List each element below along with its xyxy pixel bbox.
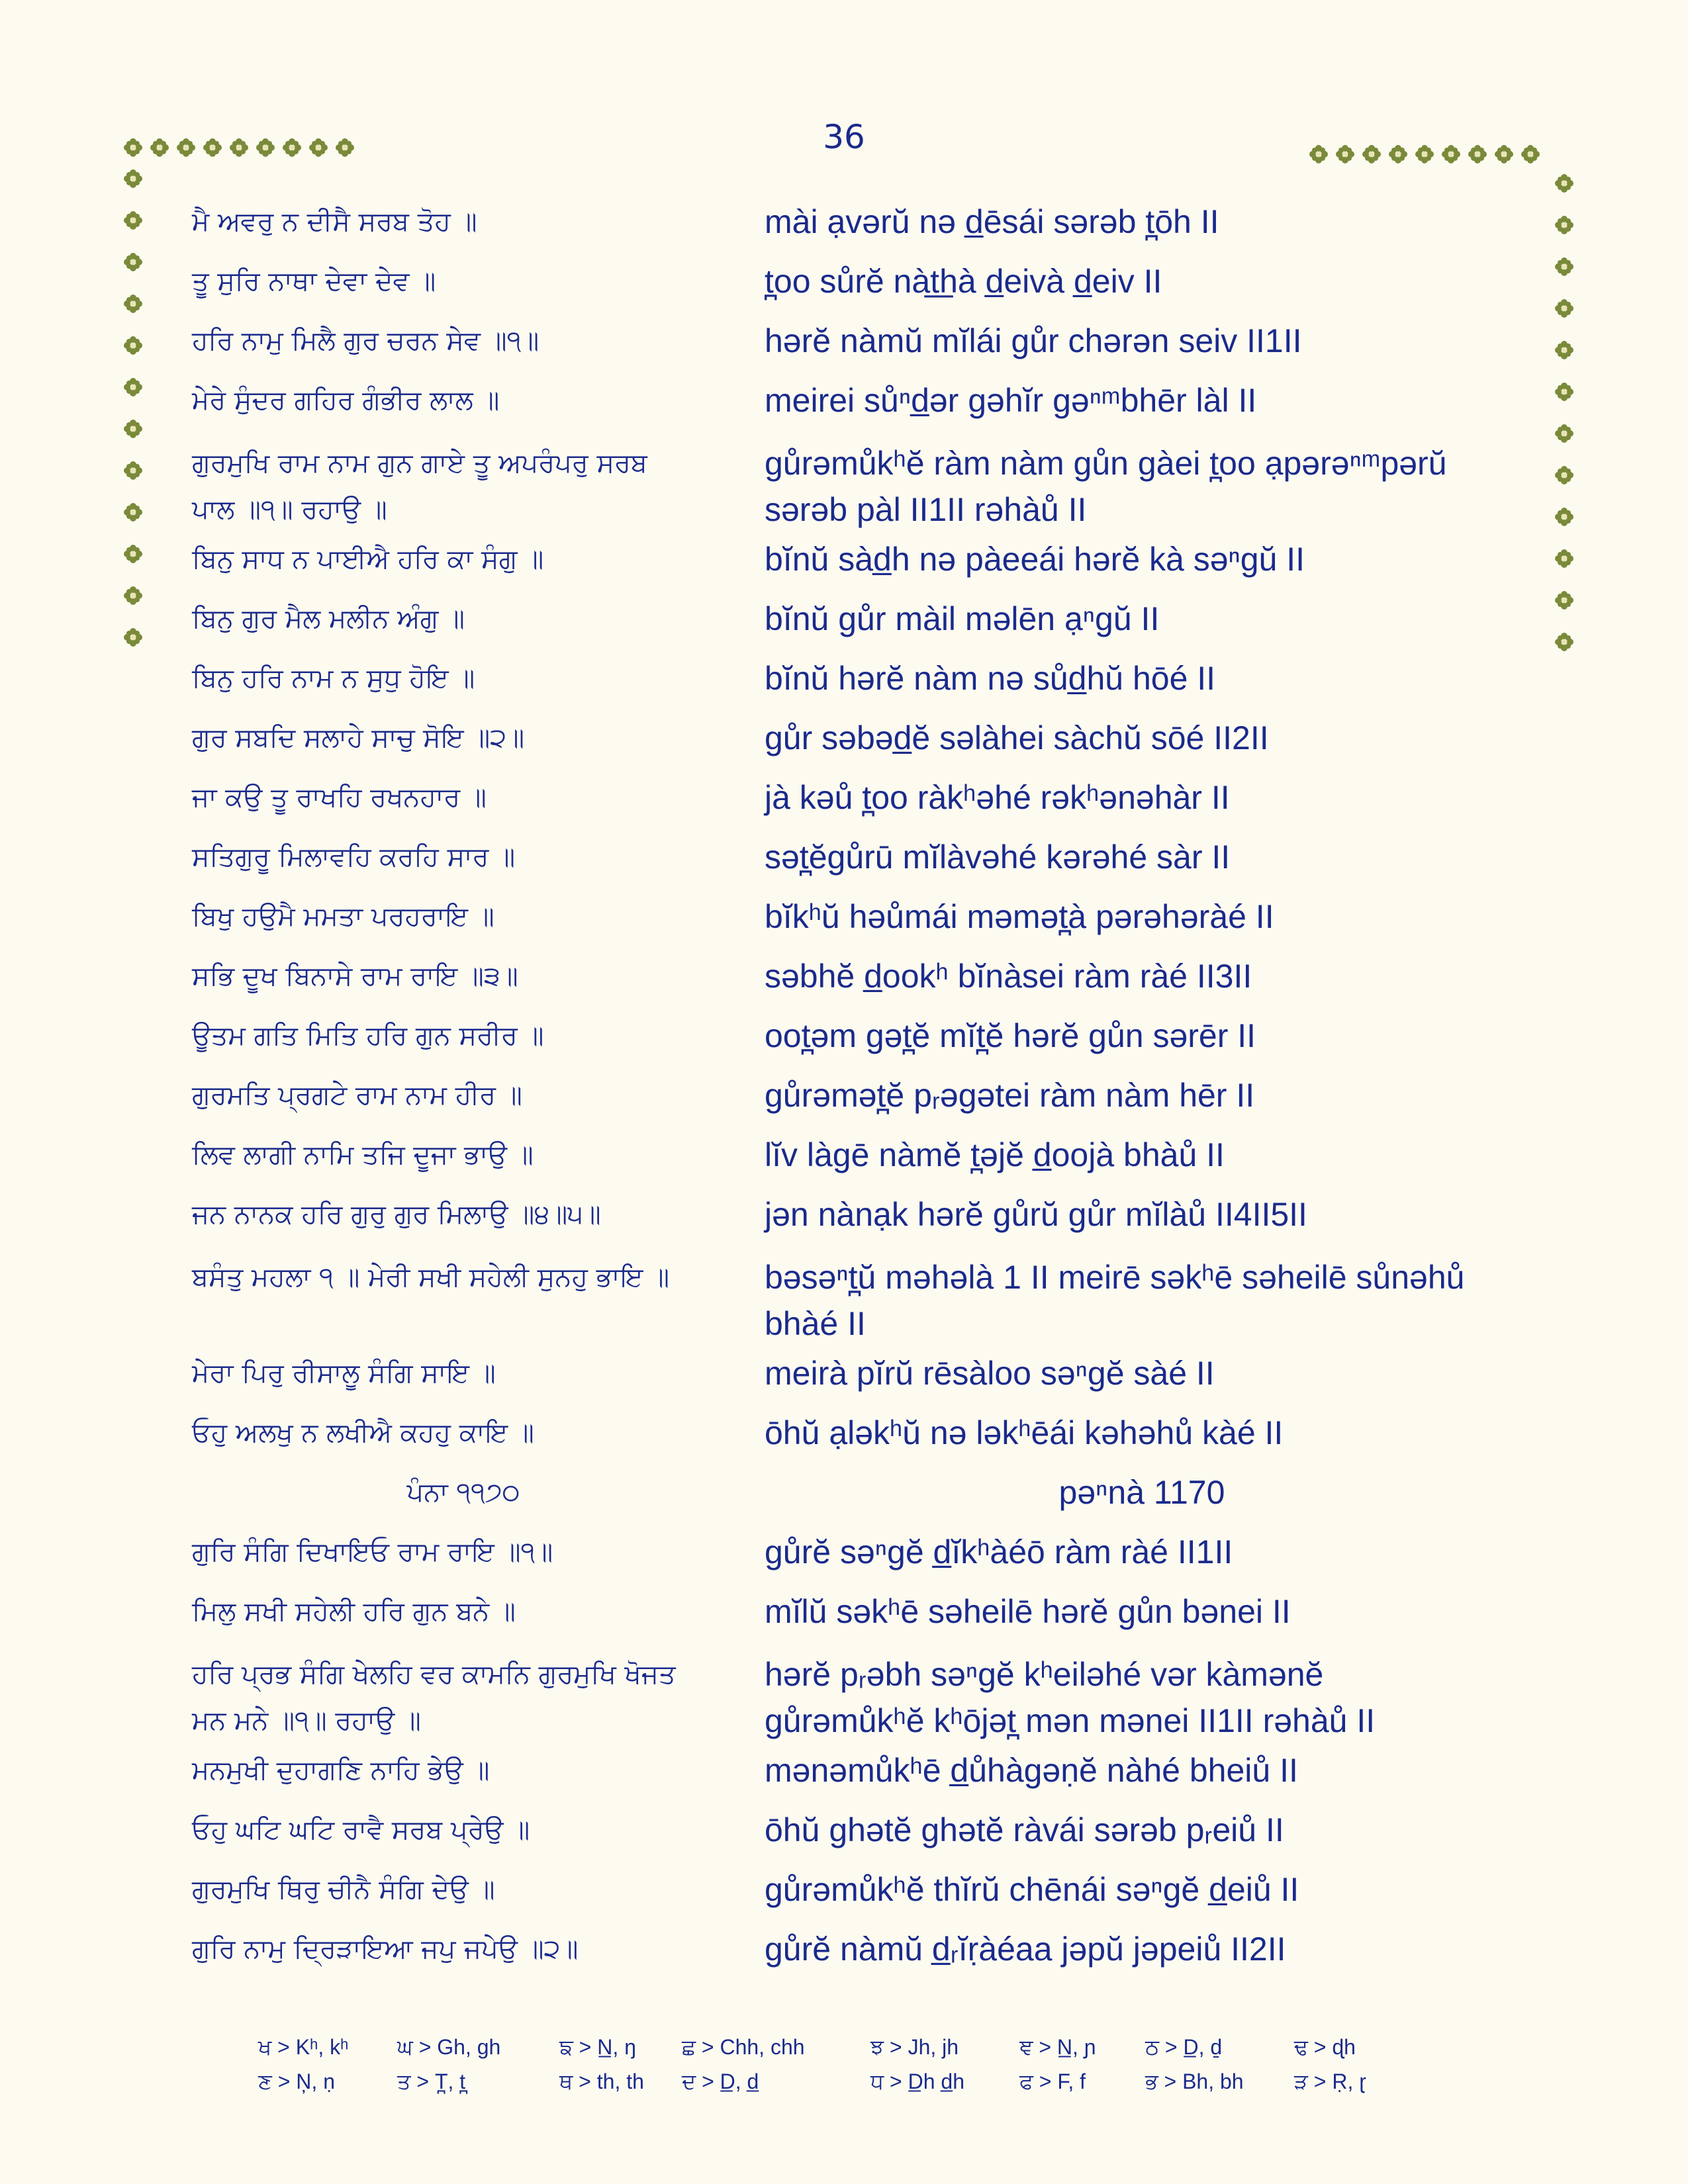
- flower-icon: [1335, 144, 1355, 164]
- gurmukhi-line: ਸਤਿਗੁਰੂ ਮਿਲਾਵਹਿ ਕਰਹਿ ਸਾਰ ॥: [192, 842, 516, 872]
- legend-entry: ਙ > N̲, ŋ: [559, 2035, 636, 2059]
- legend-entry: ਫ > F, f: [1019, 2070, 1086, 2093]
- flower-icon: [123, 627, 143, 647]
- transliteration-line: gůr səbəd̲ĕ səlàhei sàchŭ sōé II2II: [765, 719, 1269, 756]
- gurmukhi-line: ਮੇਰਾ ਪਿਰੁ ਰੀਸਾਲੂ ਸੰਗਿ ਸਾਇ ॥: [192, 1358, 496, 1388]
- legend-entry: ਠ > D̲, ḏ: [1145, 2035, 1223, 2059]
- flower-icon: [1494, 144, 1514, 164]
- legend-entry: ਞ > N̲, ɲ: [1019, 2035, 1096, 2059]
- gurmukhi-line: ਊਤਮ ਗਤਿ ਮਿਤਿ ਹਰਿ ਗੁਨ ਸਰੀਰ ॥: [192, 1021, 544, 1051]
- gurmukhi-line: ਗੁਰਿ ਨਾਮੁ ਦ੍ਰਿੜਾਇਆ ਜਪੁ ਜਪੇਉ ॥੨॥: [192, 1934, 579, 1964]
- gurmukhi-line: ਪੰਨਾ ੧੧੭੦: [406, 1477, 520, 1508]
- transliteration-line: oot̪əm gət̪ĕ mĭt̪ĕ hərĕ gůn sərēr II: [765, 1017, 1256, 1054]
- transliteration-line: gůrĕ səⁿgĕ d̲ĭkʰàéō ràm ràé II1II: [765, 1533, 1233, 1570]
- flower-icon: [123, 336, 143, 355]
- transliteration-line: lĭv làgē nàmĕ t̪əjĕ d̲oojà bhàů II: [765, 1136, 1225, 1173]
- legend-entry: ਦ > D̲, d̲: [682, 2070, 759, 2093]
- flower-icon: [123, 210, 143, 230]
- transliteration-line: mĭlŭ səkʰē səheilē hərĕ gůn bənei II: [765, 1593, 1291, 1630]
- legend-entry: ੜ > Ṛ, ɽ: [1294, 2070, 1366, 2093]
- transliteration-line: gůrəmůkʰĕ thĭrŭ chēnái səⁿgĕ d̲eiů II: [765, 1871, 1299, 1908]
- transliteration-line: ōhŭ ghətĕ ghətĕ ràvái sərəb pᵣeiů II: [765, 1811, 1284, 1848]
- flower-icon: [1554, 632, 1574, 652]
- flower-icon: [1554, 257, 1574, 277]
- legend-row: [258, 2035, 1450, 2070]
- flower-icon: [150, 138, 169, 158]
- flower-icon: [1554, 382, 1574, 402]
- gurmukhi-line: ਗੁਰਮੁਖਿ ਥਿਰੁ ਚੀਨੈ ਸੰਗਿ ਦੇਉ ॥: [192, 1874, 495, 1905]
- legend-entry: ਛ > Chh, chh: [682, 2035, 805, 2059]
- gurmukhi-line: ਬਿਨੁ ਹਰਿ ਨਾਮ ਨ ਸੁਧੁ ਹੋਇ ॥: [192, 663, 475, 694]
- gurmukhi-line: ਗੁਰਿ ਸੰਗਿ ਦਿਖਾਇਓ ਰਾਮ ਰਾਇ ॥੧॥: [192, 1537, 553, 1567]
- flower-icon: [229, 138, 249, 158]
- gurmukhi-line: ਗੁਰ ਸਬਦਿ ਸਲਾਹੇ ਸਾਚੁ ਸੋਇ ॥੨॥: [192, 723, 525, 753]
- legend-row: [258, 2070, 1450, 2104]
- flower-icon: [256, 138, 275, 158]
- flower-icon: [1362, 144, 1382, 164]
- transliteration-line: sət̪ĕgůrū mĭlàvəhé kərəhé sàr II: [765, 839, 1231, 876]
- gurmukhi-line: ਜਨ ਨਾਨਕ ਹਰਿ ਗੁਰੁ ਗੁਰ ਮਿਲਾਉ ॥੪॥੫॥: [192, 1199, 601, 1230]
- flower-icon: [1554, 173, 1574, 193]
- legend-entry: ਣ > N̦, ṇ: [258, 2070, 335, 2093]
- transliteration-line: jà kəů t̪oo ràkʰəhé rəkʰənəhàr II: [765, 779, 1230, 816]
- transliteration-line: bĭnŭ gůr màil məlēn ạⁿgŭ II: [765, 600, 1160, 637]
- legend-entry: ਖ > Kʰ, kʰ: [258, 2035, 349, 2059]
- transliteration-line: bəsəⁿt̪ŭ məhəlà 1 II meirē səkʰē səheilē sůnəhů bhàé II: [765, 1259, 1465, 1342]
- flower-icon: [308, 138, 328, 158]
- transliteration-line: meirà pĭrŭ rēsàloo səⁿgĕ sàé II: [765, 1355, 1215, 1392]
- flower-icon: [1415, 144, 1434, 164]
- gurmukhi-line: ਲਿਵ ਲਾਗੀ ਨਾਮਿ ਤਜਿ ਦੂਜਾ ਭਾਉ ॥: [192, 1140, 534, 1170]
- gurmukhi-line: ਮੈ ਅਵਰੁ ਨ ਦੀਸੈ ਸਰਬ ਤੋਹ ॥: [192, 206, 477, 237]
- gurmukhi-line: ਬਿਖੁ ਹਉਮੈ ਮਮਤਾ ਪਰਹਰਾਇ ॥: [192, 901, 494, 932]
- flower-icon: [176, 138, 196, 158]
- gurmukhi-line: ਮੇਰੇ ਸੁੰਦਰ ਗਹਿਰ ਗੰਭੀਰ ਲਾਲ ॥: [192, 385, 500, 416]
- gurmukhi-line: ਓਹੁ ਅਲਖੁ ਨ ਲਖੀਐ ਕਹਹੁ ਕਾਇ ॥: [192, 1418, 534, 1448]
- gurmukhi-line: ਬਿਨੁ ਗੁਰ ਮੈਲ ਮਲੀਨ ਅੰਗੁ ॥: [192, 604, 465, 634]
- flower-icon: [1554, 507, 1574, 527]
- flower-icon: [1309, 144, 1329, 164]
- flower-icon: [123, 544, 143, 564]
- legend-entry: ਢ > ɖh: [1294, 2035, 1356, 2059]
- gurmukhi-line: ਮਿਲੁ ਸਖੀ ਸਹੇਲੀ ਹਰਿ ਗੁਨ ਬਨੇ ॥: [192, 1596, 516, 1627]
- transliteration-line: jən nànạk hərĕ gůrŭ gůr mĭlàů II4II5II: [765, 1196, 1307, 1233]
- gurmukhi-line: ਜਾ ਕਉ ਤੂ ਰਾਖਹਿ ਰਖਨਹਾਰ ॥: [192, 782, 487, 813]
- flower-icon: [1554, 340, 1574, 360]
- flower-icon: [123, 138, 143, 158]
- transliteration-line: ōhŭ ạləkʰŭ nə ləkʰēái kəhəhů kàé II: [765, 1414, 1284, 1451]
- flower-icon: [1521, 144, 1540, 164]
- gurmukhi-line: ਬਸੰਤੁ ਮਹਲਾ ੧ ॥ ਮੇਰੀ ਸਖੀ ਸਹੇਲੀ ਸੁਨਹੁ ਭਾਇ ॥: [192, 1262, 670, 1293]
- gurmukhi-line: ਬਿਨੁ ਸਾਧ ਨ ਪਾਈਐ ਹਰਿ ਕਾ ਸੰਗੁ ॥: [192, 544, 544, 574]
- flower-icon: [282, 138, 302, 158]
- transliteration-line: gůrəmət̪ĕ pᵣəgətei ràm nàm hēr II: [765, 1077, 1255, 1114]
- flower-icon: [1554, 465, 1574, 485]
- transliteration-line: mənəmůkʰē d̲ůhàgəṇĕ nàhé bheiů II: [765, 1752, 1298, 1789]
- flower-icon: [123, 586, 143, 606]
- transliteration-line: hərĕ nàmŭ mĭlái gůr chərən seiv II1II: [765, 322, 1302, 359]
- transliteration-legend: [258, 2035, 1450, 2104]
- gurmukhi-line: ਹਰਿ ਪ੍ਰਭ ਸੰਗਿ ਖੇਲਹਿ ਵਰ ਕਾਮਨਿ ਗੁਰਮੁਖਿ ਖੋਜਤ ਮਨ ਮਨੇ ॥੧॥ ਰਹਾਉ ॥: [192, 1659, 676, 1736]
- transliteration-line: gůrĕ nàmŭ d̲ᵣĭṛàéaa jəpŭ jəpeiů II2II: [765, 1931, 1286, 1968]
- legend-entry: ਭ > Bh, bh: [1145, 2070, 1244, 2093]
- page-number: 36: [823, 118, 865, 156]
- flower-icon: [123, 169, 143, 189]
- transliteration-line: hərĕ pᵣəbh səⁿgĕ kʰeiləhé vər kàmənĕ gůrəmůkʰĕ kʰōjət̪ mən mənei II1II rəhàů II: [765, 1656, 1376, 1739]
- transliteration-line: mài ạvərŭ nə d̲ēsái sərəb t̪ōh II: [765, 203, 1219, 240]
- transliteration-line: bĭkʰŭ həůmái məmət̪à pərəhəràé II: [765, 898, 1274, 935]
- transliteration-line: pəⁿnà 1170: [1058, 1474, 1225, 1511]
- gurmukhi-line: ਤੂ ਸੁਰਿ ਨਾਥਾ ਦੇਵਾ ਦੇਵ ॥: [192, 266, 436, 296]
- flower-icon: [123, 252, 143, 272]
- gurmukhi-line: ਗੁਰਮੁਖਿ ਰਾਮ ਨਾਮ ਗੁਨ ਗਾਏ ਤੂ ਅਪਰੰਪਰੁ ਸਰਬ ਪਾਲ ॥੧॥ ਰਹਾਉ ॥: [192, 448, 647, 525]
- legend-entry: ਘ > Gh, gh: [397, 2035, 501, 2059]
- transliteration-line: meirei sůⁿd̲ər gəhĭr gəⁿᵐbhēr làl II: [765, 382, 1257, 419]
- transliteration-line: bĭnŭ sàd̲h nə pàeeái hərĕ kà səⁿgŭ II: [765, 541, 1305, 578]
- transliteration-line: bĭnŭ hərĕ nàm nə sůd̲hŭ hōé II: [765, 660, 1216, 697]
- flower-icon: [335, 138, 355, 158]
- flower-icon: [123, 461, 143, 480]
- transliteration-line: səbhĕ d̲ookʰ bĭnàsei ràm ràé II3II: [765, 958, 1252, 995]
- flower-icon: [1554, 590, 1574, 610]
- gurmukhi-line: ਸਭਿ ਦੂਖ ਬਿਨਾਸੇ ਰਾਮ ਰਾਇ ॥੩॥: [192, 961, 518, 991]
- flower-icon: [203, 138, 222, 158]
- flower-icon: [1554, 215, 1574, 235]
- gurmukhi-line: ਮਨਮੁਖੀ ਦੁਹਾਗਣਿ ਨਾਹਿ ਭੇਉ ॥: [192, 1755, 490, 1786]
- legend-entry: ਤ > T̪, t̪: [397, 2070, 466, 2093]
- flower-icon: [1554, 549, 1574, 569]
- gurmukhi-line: ਓਹੁ ਘਟਿ ਘਟਿ ਰਾਵੈ ਸਰਬ ਪ੍ਰੇਉ ॥: [192, 1815, 530, 1845]
- transliteration-line: t̪oo sůrĕ nàt͟hà d̲eivà d̲eiv II: [765, 263, 1162, 300]
- gurmukhi-line: ਹਰਿ ਨਾਮੁ ਮਿਲੈ ਗੁਰ ਚਰਨ ਸੇਵ ॥੧॥: [192, 326, 539, 356]
- legend-entry: ਧ > D̲h d̲h: [870, 2070, 965, 2093]
- legend-entry: ਥ > th, th: [559, 2070, 644, 2093]
- flower-icon: [1441, 144, 1461, 164]
- flower-icon: [123, 377, 143, 397]
- legend-entry: ਝ > Jh, jh: [870, 2035, 959, 2059]
- flower-icon: [1388, 144, 1408, 164]
- flower-icon: [1554, 298, 1574, 318]
- flower-icon: [1468, 144, 1487, 164]
- flower-icon: [1554, 424, 1574, 443]
- transliteration-line: gůrəmůkʰĕ ràm nàm gůn gàei t̪oo ạpərəⁿᵐpərŭ sərəb pàl II1II rəhàů II: [765, 445, 1447, 528]
- flower-icon: [123, 502, 143, 522]
- flower-icon: [123, 419, 143, 439]
- gurmukhi-line: ਗੁਰਮਤਿ ਪ੍ਰਗਟੇ ਰਾਮ ਨਾਮ ਹੀਰ ॥: [192, 1080, 522, 1111]
- flower-icon: [123, 294, 143, 314]
